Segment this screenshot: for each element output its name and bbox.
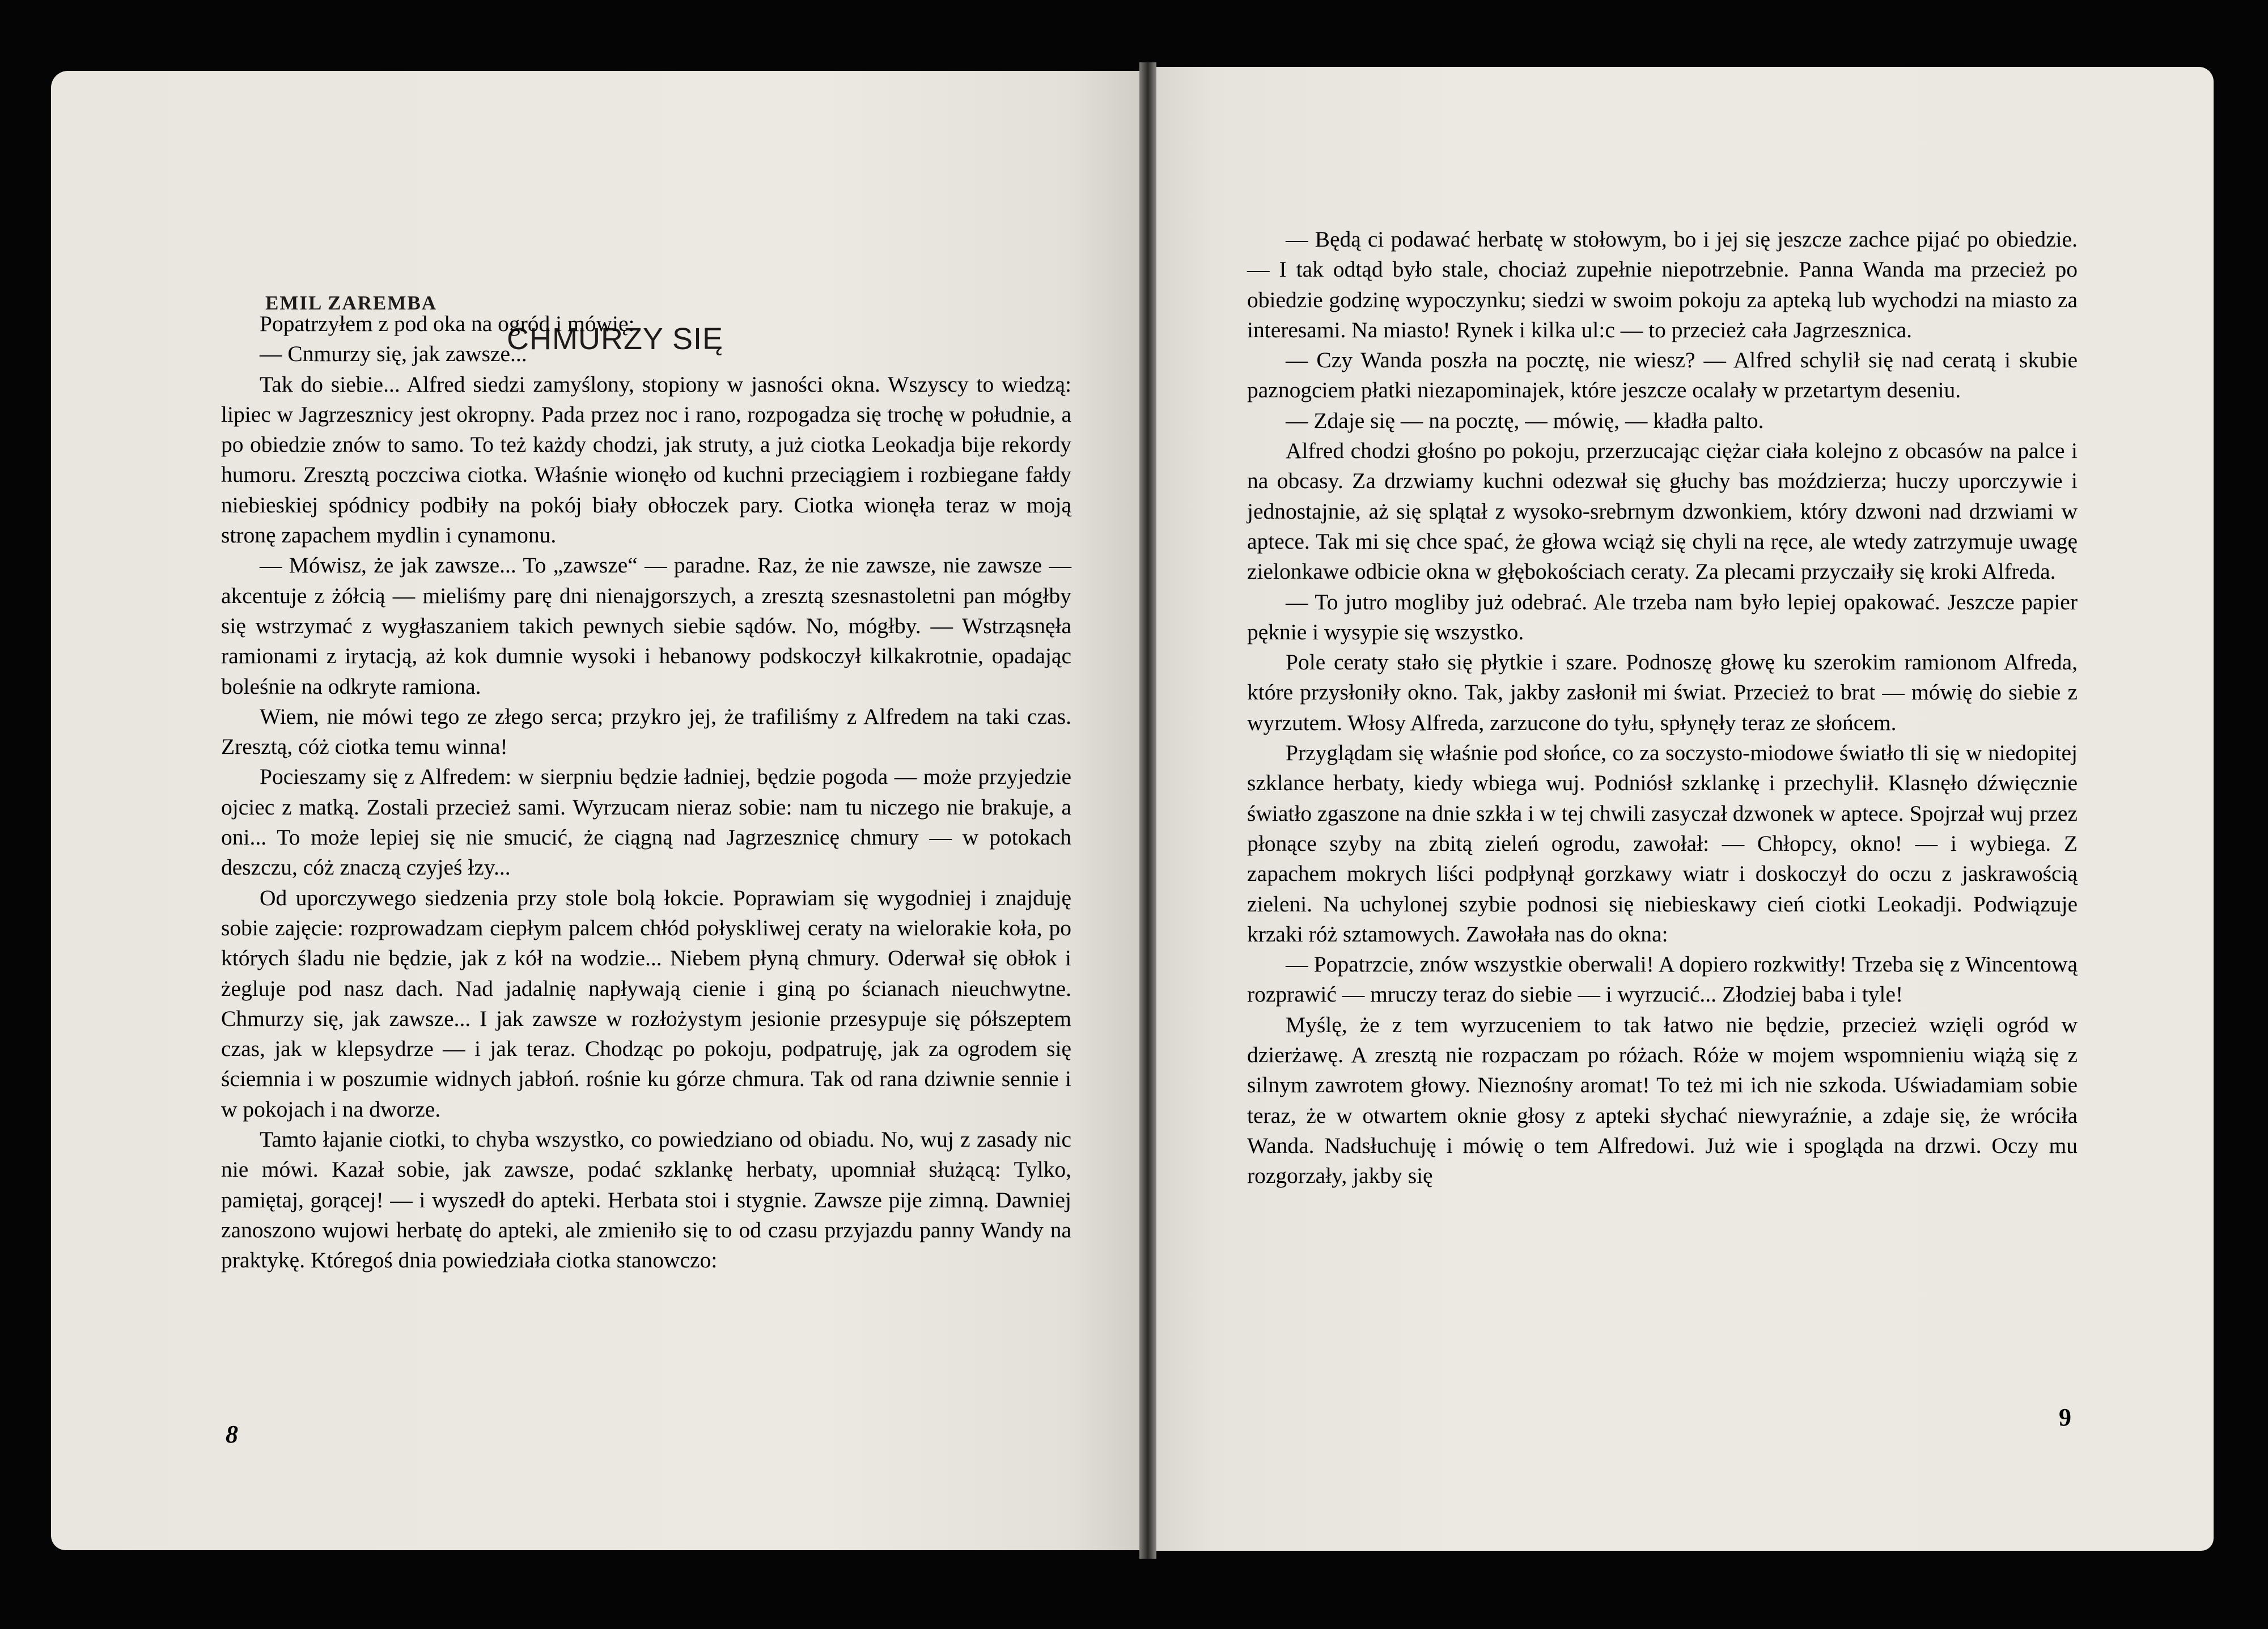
paragraph: — Popatrzcie, znów wszystkie oberwali! A dopiero rozkwitły! Trzeba się z Wincentową rozprawić — mruczy teraz do siebie — i wyrzucić... Złodziej baba i tyle! (1247, 952, 2078, 1007)
page-number-left: 8 (226, 1420, 238, 1448)
paragraph: Wiem, nie mówi tego ze złego serca; przykro jej, że trafiliśmy z Alfredem na taki czas. Zresztą, cóż ciotka temu winna! (221, 703, 1071, 760)
paragraph: — Mówisz, że jak zawsze... To „zawsze“ — paradne. Raz, że nie zawsze, nie zawsze — akcentuje z żółcią — mieliśmy parę dni nienajgorszych, a zresztą szesnastoletni pan mógłby się wstrzymać z wygłaszaniem takich pewnych siebie sądów. No, mógłby. — Wstrząsnęła ramionami z irytacją, aż kok dumnie wysoki i hebanowy podskoczył kilkakrotnie, opadając boleśnie na odkryte ramiona. (221, 553, 1071, 699)
paragraph: Popatrzyłem z pod oka na ogród i mówię: (260, 311, 635, 336)
book-gutter (1139, 62, 1156, 1559)
page-number-right: 9 (2059, 1403, 2071, 1431)
paragraph: Od uporczywego siedzenia przy stole bolą łokcie. Poprawiam się wygodniej i znajduję sobie zajęcie: rozprowadzam ciepłym palcem chłód połyskliwej ceraty na wielorakie koła, po których śladu nie będzie, jak z kół na wodzie... Niebem płyną chmury. Oderwał się obłok i żegluje pod nasz dach. Nad jadalnię napływają cienie i giną po ścianach nieuchwytne. Chmurzy się, jak zawsze... I jak zawsze w rozłożystym jesionie przesypuje się półszeptem czas, jak w klepsydrze — i jak teraz. Chodząc po pokoju, podpatruję, jak za ogrodem się ściemnia i w poszumie widnych jabłoń. rośnie ku górze chmura. Tak od rana dziwnie sennie i w pokojach i na dworze. (221, 885, 1071, 1122)
right-page-text (1247, 224, 2078, 1191)
paragraph: Przyglądam się właśnie pod słońce, co za soczysto-miodowe światło tli się w niedopitej szklance herbaty, kiedy wbiega wuj. Podniósł szklankę i przechylił. Klasnęło dźwięcznie światło zgaszone na dnie szkła i w tej chwili zasyczał dzwonek w aptece. Spojrzał wuj przez płonące szyby na zbitą zieleń ogrodu, zawołał: — Chłopcy, okno! — i wybiega. Z zapachem mokrych liści podpłynął gorzkawy wiatr i doskoczył do oczu z jaskrawością zieleni. Na uchylonej szybie podnosi się niebieskawy cień ciotki Leokadji. Podwiązuje krzaki róż sztamowych. Zawołała nas do okna: (1247, 740, 2078, 947)
paragraph: — Będą ci podawać herbatę w stołowym, bo i jej się jeszcze zachce pijać po obiedzie. — I tak odtąd było stale, chociaż zupełnie niepotrzebnie. Panna Wanda ma przecież po obiedzie godzinę wypoczynku; siedzi w swoim pokoju za apteką lub wychodzi na miasto za interesami. Na miasto! Rynek i kilka ul:c — to przecież cała Jagrzesznica. (1247, 227, 2078, 342)
paragraph: Pole ceraty stało się płytkie i szare. Podnoszę głowę ku szerokim ramionom Alfreda, które przysłoniły okno. Tak, jakby zasłonił mi świat. Przecież to brat — mówię do siebie z wyrzutem. Włosy Alfreda, zarzucone do tyłu, spłynęły teraz ze słońcem. (1247, 650, 2078, 735)
left-page-text (221, 309, 1071, 1276)
paragraph: — Zdaje się — na pocztę, — mówię, — kładła palto. (1286, 408, 1764, 433)
paragraph: Tak do siebie... Alfred siedzi zamyślony, stopiony w jasności okna. Wszyscy to wiedzą: lipiec w Jagrzesznicy jest okropny. Pada przez noc i rano, rozpogadza się trochę w południe, a po obiedzie znów to samo. To też każdy chodzi, jak struty, a już ciotka Leokadja bije rekordy humoru. Zresztą poczciwa ciotka. Właśnie wionęło od kuchni przeciągiem i rozbiegane fałdy niebieskiej spódnicy podbiły na pokój biały obłoczek pary. Ciotka wionęła teraz w moją stronę zapachem mydlin i cynamonu. (221, 371, 1071, 548)
paragraph: Pocieszamy się z Alfredem: w sierpniu będzie ładniej, będzie pogoda — może przyjedzie ojciec z matką. Zostali przecież sami. Wyrzucam nieraz sobie: nam tu niczego nie brakuje, a oni... To może lepiej się nie smucić, że ciągną nad Jagrzesznicę chmury — w potokach deszczu, cóż znaczą czyjeś łzy... (221, 764, 1071, 880)
paragraph: — Czy Wanda poszła na pocztę, nie wiesz? — Alfred schylił się nad ceratą i skubie paznogciem płatki niezapominajek, które jeszcze ocalały w przetartym deseniu. (1247, 347, 2078, 403)
paragraph: Alfred chodzi głośno po pokoju, przerzucając ciężar ciała kolejno z obcasów na palce i na obcasy. Za drzwiamy kuchni odezwał się głuchy bas moździerza; huczy uporczywie i jednostajnie, aż się splątał z wysoko-srebrnym dzwonkiem, który dzwoni nad drzwiami w aptece. Tak mi się chce spać, że głowa wciąż się chyli na ręce, ale wtedy zatrzymuje uwagę zielonkawe odbicie okna w głębokościach ceraty. Za plecami przyczaiły się kroki Alfreda. (1247, 438, 2078, 584)
paragraph: — To jutro mogliby już odebrać. Ale trzeba nam było lepiej opakować. Jeszcze papier pęknie i wysypie się wszystko. (1247, 589, 2078, 644)
chapter-title: CHMURZY SIĘ (506, 322, 724, 356)
running-header-author: EMIL ZAREMBA (265, 292, 438, 314)
paragraph: — Cnmurzy się, jak zawsze... (260, 341, 527, 367)
paragraph: Tamto łajanie ciotki, to chyba wszystko, co powiedziano od obiadu. No, wuj z zasady nic nie mówi. Kazał sobie, jak zawsze, podać szklankę herbaty, upomniał służącą: Tylko, pamiętaj, gorącej! — i wyszedł do apteki. Herbata stoi i stygnie. Zawsze pije zimną. Dawniej zanoszono wujowi herbatę do apteki, ale zmieniło się to od czasu przyjazdu panny Wandy na praktykę. Któregoś dnia powiedziała ciotka stanowczo: (221, 1127, 1071, 1273)
paragraph: Myślę, że z tem wyrzuceniem to tak łatwo nie będzie, przecież wzięli ogród w dzierżawę. A zresztą nie rozpaczam po różach. Róże w mojem wspomnieniu wiążą się z silnym zawrotem głowy. Nieznośny aromat! To też mi ich nie szkoda. Uświadamiam sobie teraz, że w otwartem oknie głosy z apteki słychać niewyraźnie, a zdaje się, że wróciła Wanda. Nadsłuchuję i mówię o tem Alfredowi. Już wie i spogląda na drzwi. Oczy mu rozgorzały, jakby się (1247, 1012, 2078, 1189)
